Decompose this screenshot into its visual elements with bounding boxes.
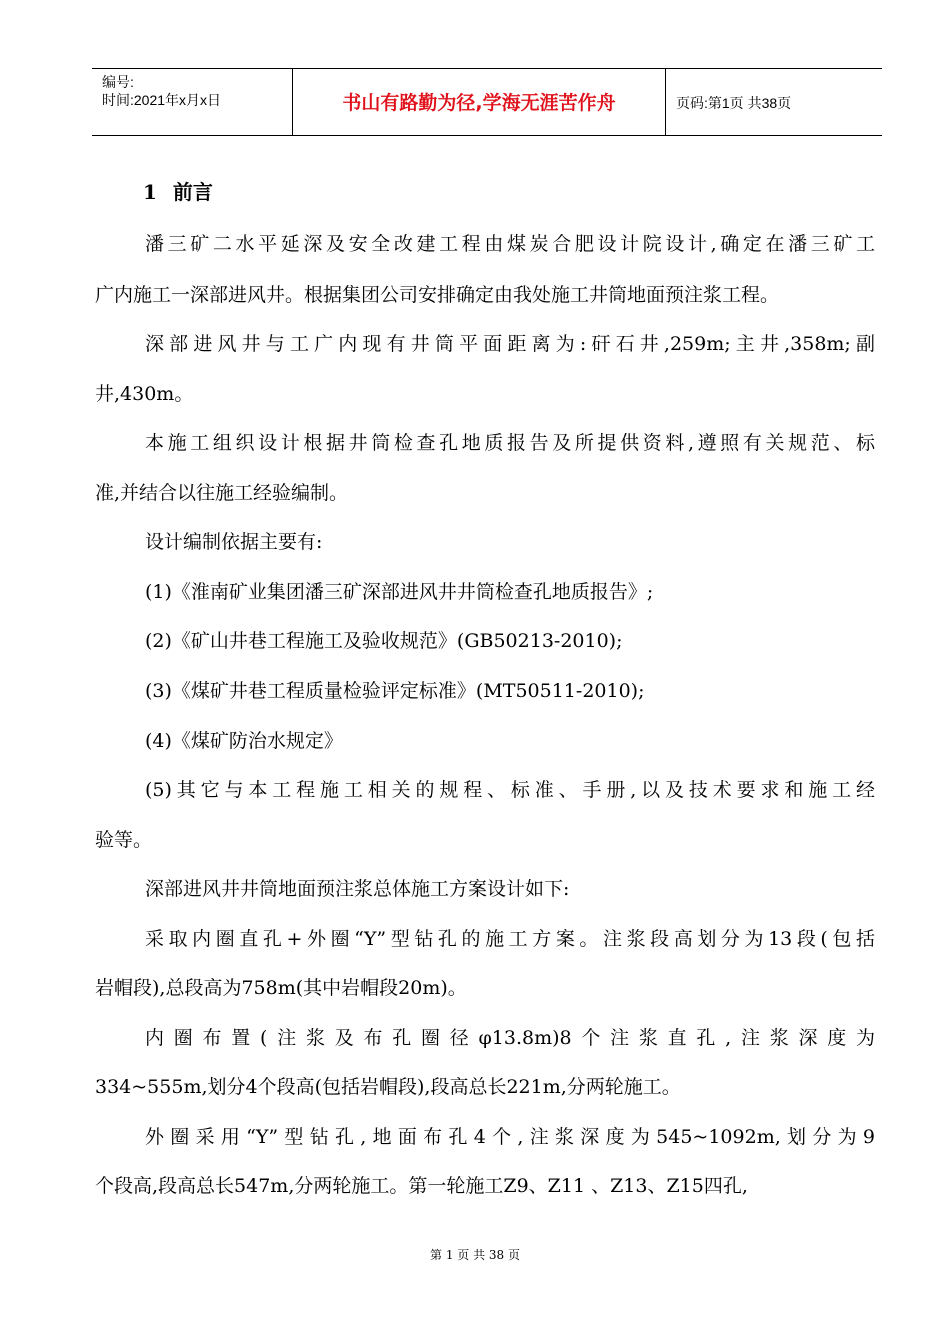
paragraph-line: 设计编制依据主要有: (145, 531, 323, 553)
paragraph-line: 深部进风井井筒地面预注浆总体施工方案设计如下: (145, 878, 570, 900)
paragraph-line: 采取内圈直孔+外圈“Y”型钻孔的施工方案。注浆段高划分为13段(包括 (145, 928, 875, 950)
reference-item: (1)《淮南矿业集团潘三矿深部进风井井筒检查孔地质报告》; (145, 581, 654, 603)
header-motto-cell (293, 69, 666, 135)
page-footer: 第 1 页 共 38 页 (430, 1248, 520, 1262)
reference-item: (2)《矿山井巷工程施工及验收规范》(GB50213-2010); (145, 630, 623, 652)
page-info: 页码:第1页 共38页 (676, 95, 792, 111)
header-meta-cell (92, 69, 293, 135)
time-label: 时间:2021年x月x日 (102, 92, 222, 108)
paragraph-line: 岩帽段),总段高为758m(其中岩帽段20m)。 (95, 977, 467, 999)
paragraph-line: 内圈布置(注浆及布孔圈径φ13.8m)8个注浆直孔,注浆深度为 (145, 1027, 875, 1049)
header-page-cell (666, 69, 882, 135)
section-title: 前言 (172, 180, 213, 204)
paragraph-line: 深部进风井与工广内现有井筒平面距离为:矸石井,259m;主井,358m;副 (145, 333, 875, 355)
paragraph-line: 井,430m。 (95, 383, 194, 405)
section-number: 1 (143, 180, 157, 204)
paragraph-line: 广内施工一深部进风井。根据集团公司安排确定由我处施工井筒地面预注浆工程。 (95, 284, 780, 306)
document-header (92, 68, 882, 136)
paragraph-line: 本施工组织设计根据井筒检查孔地质报告及所提供资料,遵照有关规范、标 (145, 432, 875, 454)
reference-item: (4)《煤矿防治水规定》 (145, 730, 343, 752)
reference-item: (3)《煤矿井巷工程质量检验评定标准》(MT50511-2010); (145, 680, 645, 702)
paragraph-line: 验等。 (95, 829, 153, 851)
paragraph-line: 潘三矿二水平延深及安全改建工程由煤炭合肥设计院设计,确定在潘三矿工 (145, 233, 875, 255)
paragraph-line: 准,并结合以往施工经验编制。 (95, 482, 349, 504)
section-heading (143, 178, 213, 206)
code-label: 编号: (102, 74, 134, 90)
reference-item: (5)其它与本工程施工相关的规程、标准、手册,以及技术要求和施工经 (145, 779, 875, 801)
motto-text: 书山有路勤为径,学海无涯苦作舟 (342, 92, 616, 114)
paragraph-line: 334~555m,划分4个段高(包括岩帽段),段高总长221m,分两轮施工。 (95, 1076, 681, 1098)
paragraph-line: 外圈采用“Y”型钻孔,地面布孔4个,注浆深度为545~1092m,划分为9 (145, 1126, 875, 1148)
paragraph-line: 个段高,段高总长547m,分两轮施工。第一轮施工Z9、Z11 、Z13、Z15四孔, (95, 1175, 748, 1197)
